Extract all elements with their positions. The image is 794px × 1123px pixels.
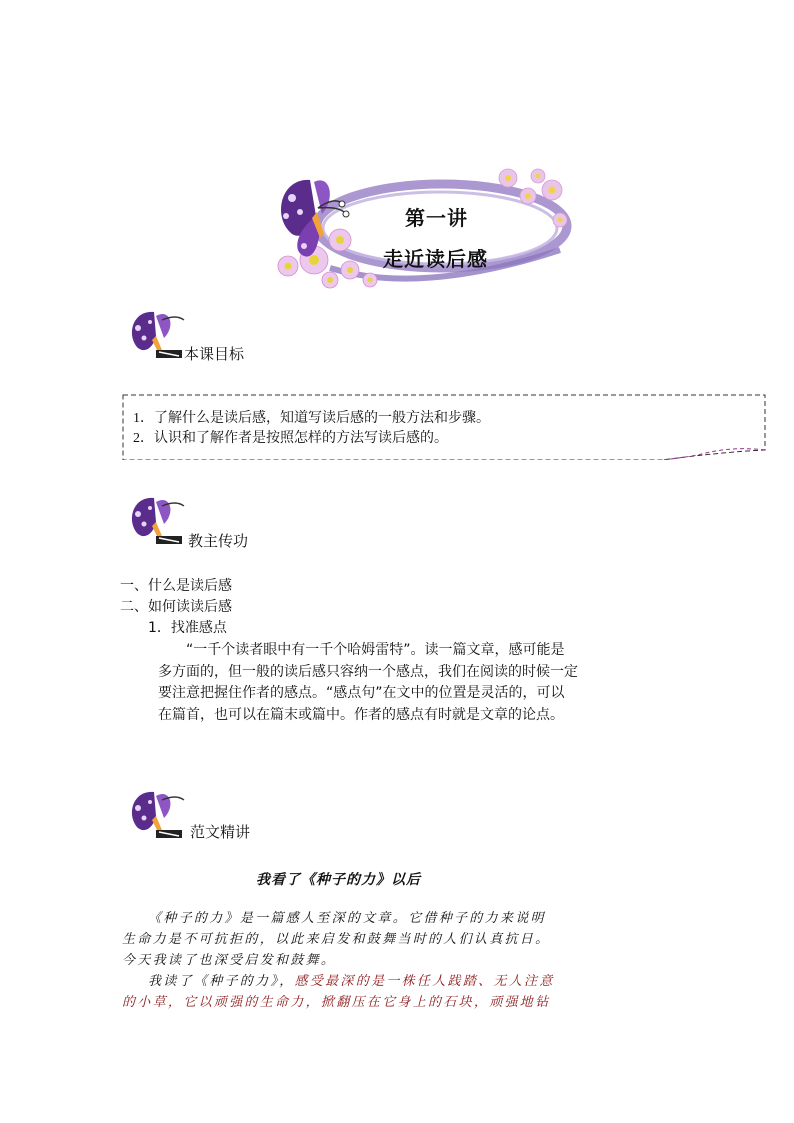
teaching-paragraph: “一千个读者眼中有一千个哈姆雷特”。读一篇文章，感可能是多方面的，但一般的读后感只容纳一个感点，我们在阅读的时候一定要注意把握住作者的感点。“感点句”在文中的位置是灵活的，可以在篇首，也可以在篇末或篇中。作者的感点有时就是文章的论点。 [158, 642, 578, 723]
section-label-teaching: 教主传功 [188, 532, 249, 550]
essay-line: 生命力是不可抗拒的，以此来启发和鼓舞当时的人们认真抗日。 [122, 932, 551, 947]
lesson-banner-decoration [270, 168, 580, 298]
teaching-item-2: 二、如何读读后感 [120, 599, 232, 615]
goal-item-1: 1．了解什么是读后感，知道写读后感的一般方法和步骤。 [133, 411, 490, 426]
essay-line [122, 971, 568, 992]
lesson-subtitle: 走近读后感 [383, 247, 488, 271]
butterfly-icon [126, 306, 190, 362]
essay-highlight: 感受最深的是一株任人践踏、无人注意 [294, 974, 555, 989]
essay-line: 《种子的力》是一篇感人至深的文章。它借种子的力来说明 [148, 911, 546, 926]
essay-highlight-line: 的小草，它以顽强的生命力，掀翻压在它身上的石块，顽强地钻 [122, 995, 551, 1010]
lesson-number-title: 第一讲 [405, 206, 468, 230]
section-label-sample: 范文精讲 [190, 823, 251, 841]
goal-item-2: 2．认识和了解作者是按照怎样的方法写读后感的。 [133, 431, 448, 446]
section-label-goals: 本课目标 [184, 345, 245, 363]
butterfly-icon [126, 786, 190, 842]
essay-line: 今天我读了也深受启发和鼓舞。 [122, 953, 337, 968]
teaching-item-1: 一、什么是读后感 [120, 578, 232, 594]
teaching-subitem-1: 1．找准感点 [148, 620, 227, 636]
essay-title: 我看了《种子的力》以后 [256, 872, 421, 888]
butterfly-icon [126, 492, 190, 548]
essay-text: 我读了《种子的力》， [148, 974, 295, 989]
